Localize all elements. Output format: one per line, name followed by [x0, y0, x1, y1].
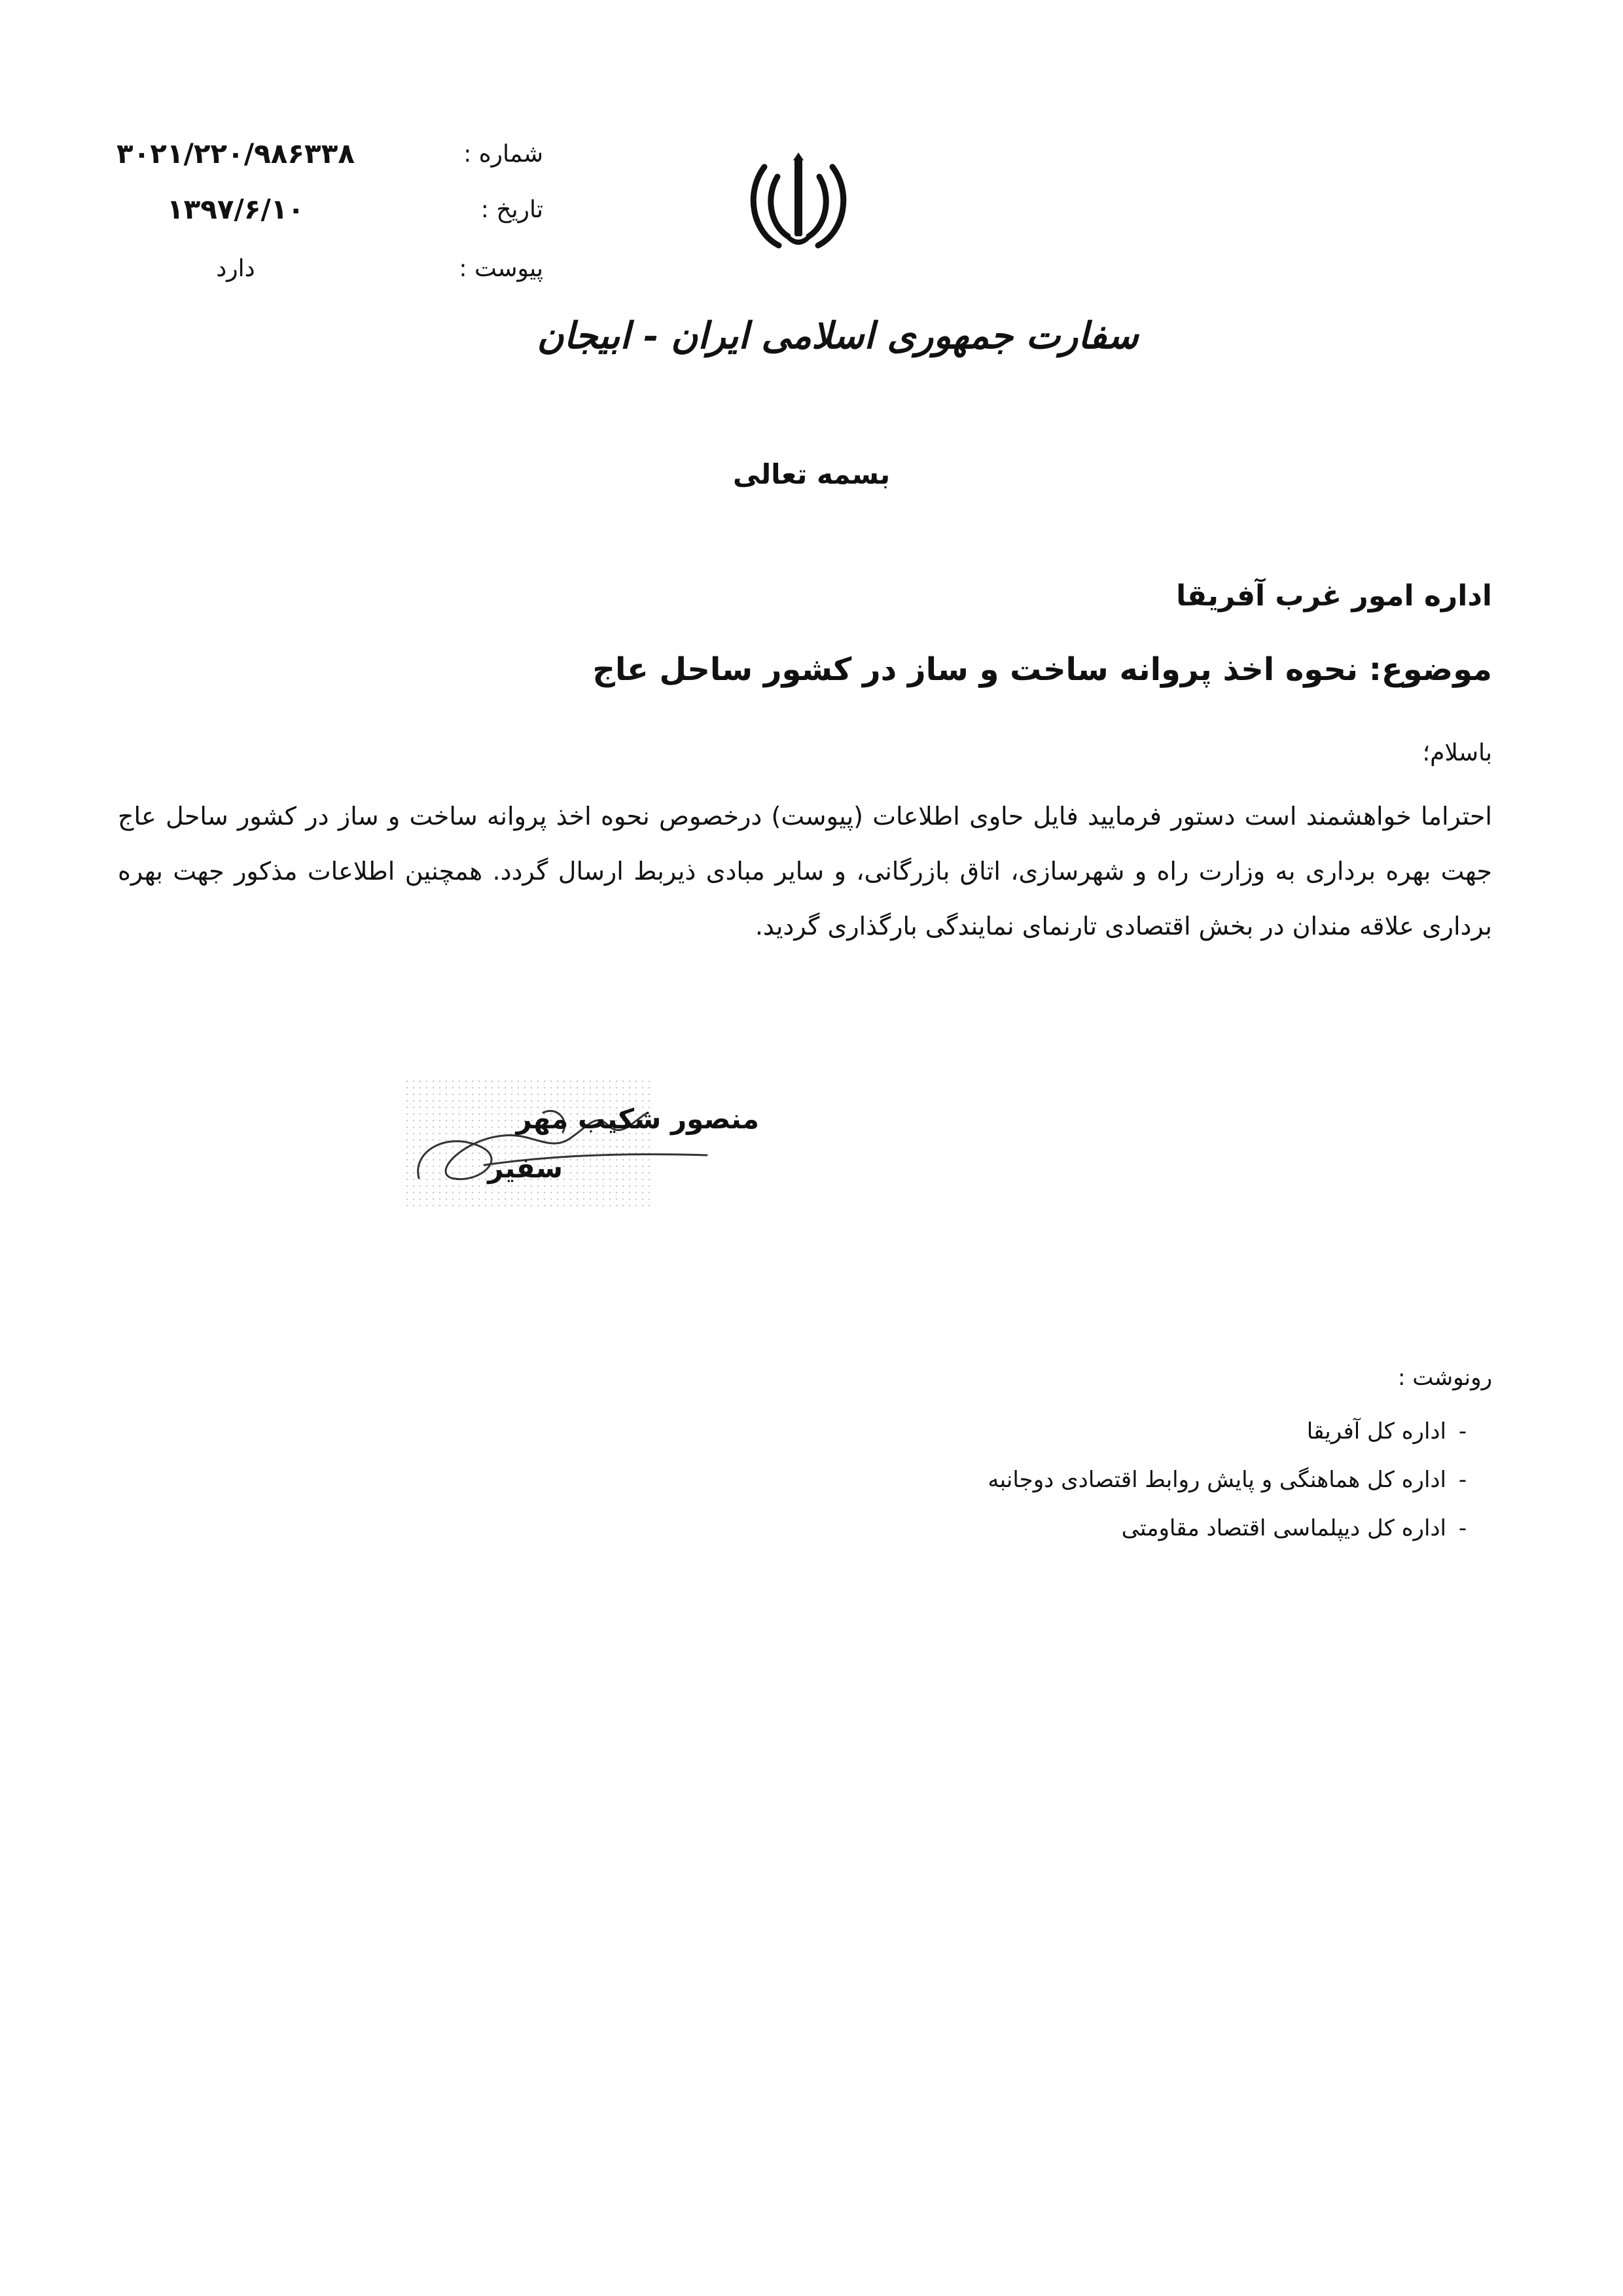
cc-heading: رونوشت :	[1397, 1365, 1492, 1391]
signatory-name: منصور شکیب مهر	[516, 1103, 759, 1135]
attachment-value: دارد	[216, 255, 255, 282]
iran-emblem-icon	[740, 141, 857, 259]
letter-body: احتراما خواهشمند است دستور فرمایید فایل حاوی اطلاعات (پیوست) درخصوص نحوه اخذ پروانه ساخت و ساز در کشور ساحل عاج جهت بهره برداری به وزارت راه و شهرسازی، اتاق بازرگانی، و سایر مبادی ذیربط ارسال گردد. همچنین اطلاعات مذکور جهت بهره برداری علاقه مندان در بخش اقتصادی تارنمای نمایندگی بارگذاری گردید.	[118, 802, 1492, 941]
cc-dash: -	[1458, 1467, 1467, 1493]
cc-dash: -	[1458, 1418, 1467, 1444]
date-value: ۱۳۹۷/۶/۱۰	[166, 193, 305, 225]
cc-item-text: اداره کل هماهنگی و پایش روابط اقتصادی دوجانبه	[988, 1467, 1446, 1493]
cc-dash: -	[1458, 1515, 1467, 1541]
date-label: تاریخ :	[480, 196, 543, 223]
subject: موضوع: نحوه اخذ پروانه ساخت و ساز در کشور ساحل عاج	[592, 651, 1492, 688]
cc-item-text: اداره کل آفریقا	[1306, 1418, 1446, 1444]
number-label: شماره :	[463, 141, 543, 168]
cc-item	[563, 1407, 1479, 1456]
cc-item	[563, 1504, 1479, 1552]
cc-item	[563, 1456, 1479, 1504]
invocation: بسمه تعالی	[732, 458, 891, 490]
greeting: باسلام؛	[1422, 740, 1492, 766]
embassy-name: سفارت جمهوری اسلامی ایران - ابیجان	[537, 314, 1139, 357]
signatory-title: سفیر	[488, 1152, 563, 1184]
cc-item-text: اداره کل دیپلماسی اقتصاد مقاومتی	[1121, 1515, 1446, 1541]
attachment-label: پیوست :	[459, 255, 543, 282]
number-value: ۳۰۲۱/۲۲۰/۹۸۶۳۳۸	[116, 137, 355, 170]
addressee: اداره امور غرب آفریقا	[1176, 579, 1492, 613]
handwritten-signature	[399, 1073, 740, 1224]
cc-list	[563, 1407, 1479, 1552]
